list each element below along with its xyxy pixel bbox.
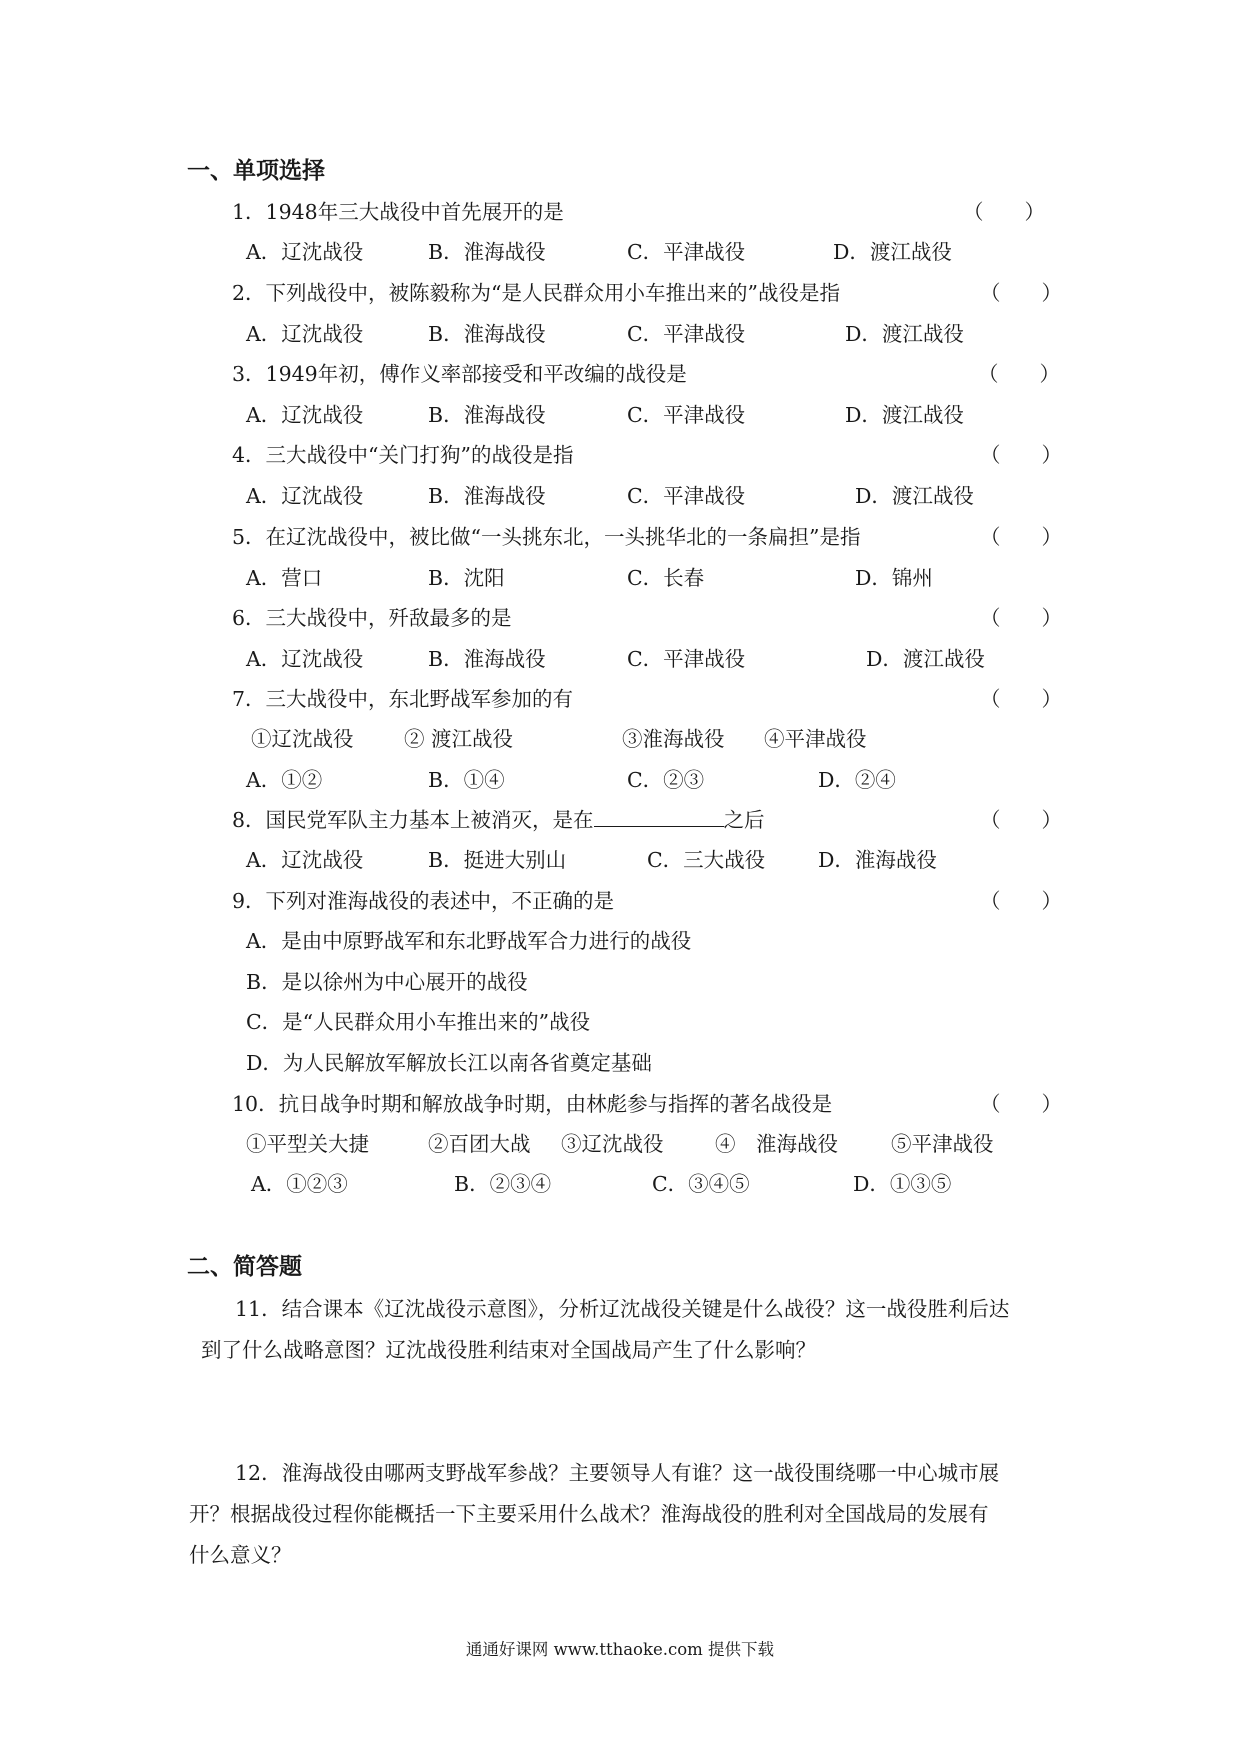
question-6-stem: 6．三大战役中，歼敌最多的是: [232, 606, 512, 630]
question-2-option-b: B．淮海战役: [428, 322, 546, 346]
question-8-stem-after: 之后: [723, 808, 765, 832]
question-6-option-d: D．渡江战役: [866, 647, 985, 671]
question-1-option-b: B．淮海战役: [428, 240, 546, 264]
question-5-answer-paren: （ ）: [980, 525, 1062, 549]
question-6-option-c: C．平津战役: [627, 647, 746, 671]
question-2-answer-paren: （ ）: [980, 281, 1062, 305]
question-6-option-a: A．辽沈战役: [246, 647, 364, 671]
question-1-option-d: D．渡江战役: [833, 240, 952, 264]
question-11-line-1: 11．结合课本《辽沈战役示意图》，分析辽沈战役关键是什么战役？这一战役胜利后达: [235, 1297, 1010, 1321]
question-10-item-4: ④ 淮海战役: [715, 1132, 838, 1156]
question-8-stem: [232, 803, 765, 833]
question-12-line-2: 开？根据战役过程你能概括一下主要采用什么战术？淮海战役的胜利对全国战局的发展有: [189, 1502, 989, 1526]
question-10-item-3: ③辽沈战役: [561, 1132, 664, 1156]
question-8-stem-before: 8．国民党军队主力基本上被消灭，是在: [232, 808, 594, 832]
question-4-option-c: C．平津战役: [627, 484, 746, 508]
question-10-answer-paren: （ ）: [980, 1092, 1062, 1116]
question-3-stem: 3．1949年初，傅作义率部接受和平改编的战役是: [232, 362, 687, 386]
question-2-stem: 2．下列战役中，被陈毅称为“是人民群众用小车推出来的”战役是指: [232, 281, 841, 305]
question-4-option-d: D．渡江战役: [855, 484, 974, 508]
question-7-option-c: C．②③: [627, 768, 705, 792]
question-1-stem: 1．1948年三大战役中首先展开的是: [232, 200, 564, 224]
page-footer: 通通好课网 www.tthaoke.com 提供下载: [465, 1640, 775, 1659]
question-3-option-a: A．辽沈战役: [246, 403, 364, 427]
question-8-option-b: B．挺进大别山: [428, 848, 567, 872]
question-1-answer-paren: （ ）: [963, 200, 1045, 224]
question-8-answer-paren: （ ）: [980, 808, 1062, 832]
question-4-answer-paren: （ ）: [980, 443, 1062, 467]
question-10-option-c: C．③④⑤: [652, 1172, 750, 1196]
question-8-fill-blank: [594, 808, 724, 827]
question-2-option-d: D．渡江战役: [845, 322, 964, 346]
question-1-option-c: C．平津战役: [627, 240, 746, 264]
question-9-answer-paren: （ ）: [980, 889, 1062, 913]
question-5-option-b: B．沈阳: [428, 566, 505, 590]
question-7-option-d: D．②④: [818, 768, 896, 792]
question-6-option-b: B．淮海战役: [428, 647, 546, 671]
question-8-option-d: D．淮海战役: [818, 848, 937, 872]
question-9-option-c: C．是“人民群众用小车推出来的”战役: [246, 1010, 591, 1034]
question-8-option-c: C．三大战役: [647, 848, 766, 872]
question-12-line-3: 什么意义？: [189, 1543, 292, 1567]
section-title-single-choice: 一、单项选择: [187, 158, 325, 184]
question-2-option-c: C．平津战役: [627, 322, 746, 346]
question-10-item-5: ⑤平津战役: [891, 1132, 994, 1156]
question-12-line-1: 12．淮海战役由哪两支野战军参战？主要领导人有谁？这一战役围绕哪一中心城市展: [235, 1461, 1000, 1485]
question-6-answer-paren: （ ）: [980, 606, 1062, 630]
question-10-item-1: ①平型关大捷: [246, 1132, 369, 1156]
section-title-short-answer: 二、简答题: [187, 1254, 302, 1280]
question-7-item-1: ①辽沈战役: [251, 727, 354, 751]
question-10-stem: 10．抗日战争时期和解放战争时期，由林彪参与指挥的著名战役是: [232, 1092, 833, 1116]
question-7-stem: 7．三大战役中，东北野战军参加的有: [232, 687, 574, 711]
question-5-option-a: A．营口: [246, 566, 323, 590]
question-7-option-a: A．①②: [246, 768, 323, 792]
question-8-option-a: A．辽沈战役: [246, 848, 364, 872]
question-3-option-c: C．平津战役: [627, 403, 746, 427]
question-7-item-4: ④平津战役: [764, 727, 867, 751]
question-7-option-b: B．①④: [428, 768, 505, 792]
question-10-option-d: D．①③⑤: [853, 1172, 952, 1196]
question-1-option-a: A．辽沈战役: [246, 240, 364, 264]
question-10-option-b: B．②③④: [454, 1172, 552, 1196]
question-10-item-2: ②百团大战: [428, 1132, 531, 1156]
question-9-option-b: B．是以徐州为中心展开的战役: [246, 970, 528, 994]
question-11-line-2: 到了什么战略意图？辽沈战役胜利结束对全国战局产生了什么影响？: [201, 1338, 816, 1362]
question-4-option-b: B．淮海战役: [428, 484, 546, 508]
question-3-option-d: D．渡江战役: [845, 403, 964, 427]
question-9-option-d: D．为人民解放军解放长江以南各省奠定基础: [246, 1051, 652, 1075]
question-9-option-a: A．是由中原野战军和东北野战军合力进行的战役: [246, 929, 692, 953]
question-3-answer-paren: （ ）: [978, 362, 1060, 386]
question-2-option-a: A．辽沈战役: [246, 322, 364, 346]
question-4-stem: 4．三大战役中“关门打狗”的战役是指: [232, 443, 574, 467]
question-7-item-3: ③淮海战役: [622, 727, 725, 751]
question-3-option-b: B．淮海战役: [428, 403, 546, 427]
question-5-option-d: D．锦州: [855, 566, 933, 590]
question-4-option-a: A．辽沈战役: [246, 484, 364, 508]
question-7-answer-paren: （ ）: [980, 687, 1062, 711]
question-9-stem: 9．下列对淮海战役的表述中，不正确的是: [232, 889, 615, 913]
question-5-option-c: C．长春: [627, 566, 705, 590]
question-5-stem: 5．在辽沈战役中，被比做“一头挑东北，一头挑华北的一条扁担”是指: [232, 525, 861, 549]
question-10-option-a: A．①②③: [251, 1172, 348, 1196]
question-7-item-2: ② 渡江战役: [404, 727, 514, 751]
